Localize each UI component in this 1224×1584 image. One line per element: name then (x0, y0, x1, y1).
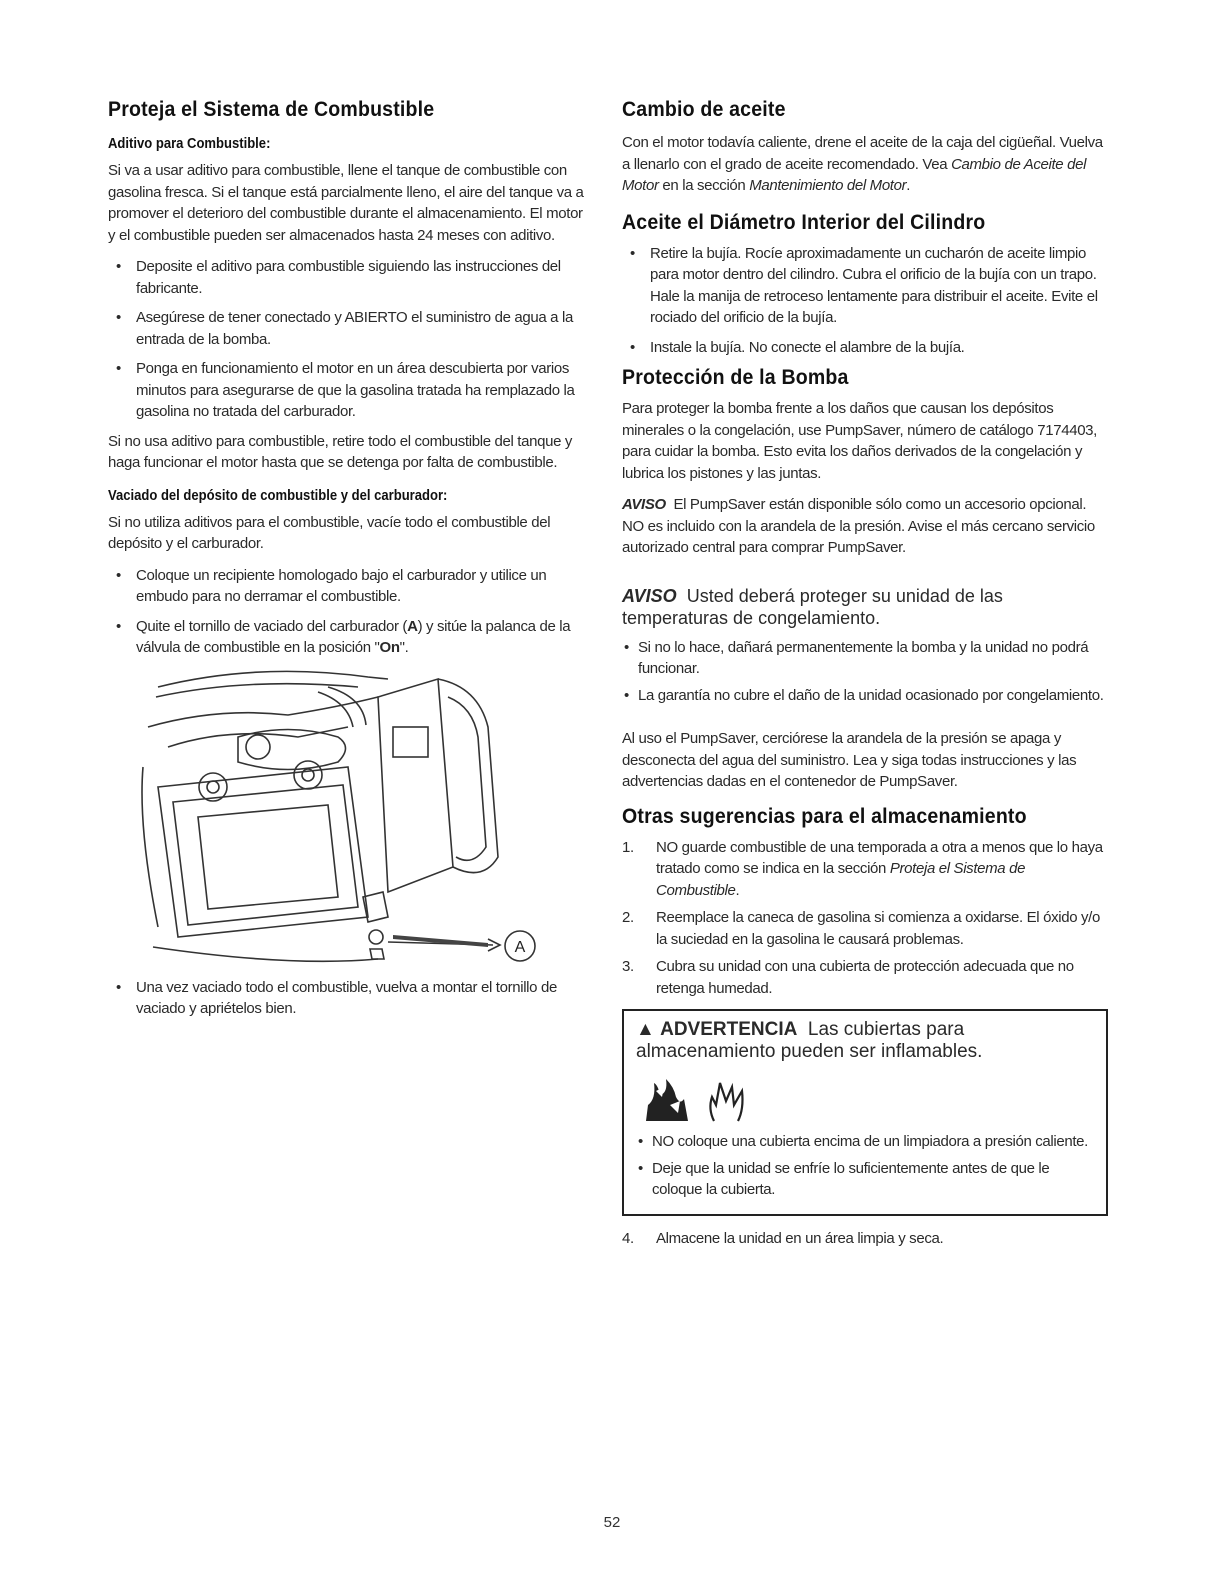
item-text: Reemplace la caneca de gasolina si comienza a oxidarse. El óxido y/o la suciedad en la gasolina le causará problemas. (656, 909, 1100, 948)
section-title-proteja: Proteja el Sistema de Combustible (108, 98, 435, 121)
subtitle-aditivo: Aditivo para Combustible: (108, 136, 271, 152)
warning-icons (636, 1069, 1096, 1125)
item-number: 1. (622, 838, 634, 856)
vaciado-intro: Si no utiliza aditivos para el combustible, vacíe todo el combustible del depósito y el carburador. (108, 513, 551, 552)
vaciado-final-bullets (108, 977, 592, 1020)
cambio-text-a: Con el motor todavía caliente, drene el aceite de la caja del cigüeñal. Vuelva a llenarlo con el grado de aceite recomendado. Vea (622, 134, 1103, 173)
list-item: • Una vez vaciado todo el combustible, vuelva a montar el tornillo de vaciado y apriételos bien. (108, 977, 592, 1020)
list-item: • Deposite el aditivo para combustible siguiendo las instrucciones del fabricante. (108, 256, 592, 299)
right-column (622, 98, 1108, 1259)
item-ref: Proteja el Sistema de Combustible (656, 860, 1026, 899)
aditivo-outro: Si no usa aditivo para combustible, retire todo el combustible del tanque y haga funcionar el motor hasta que se detenga por falta de combustible. (108, 432, 573, 471)
aditivo-bullets (108, 256, 592, 423)
cambio-text-c: . (906, 177, 911, 194)
list-item: • Si no lo hace, dañará permanentemente la bomba y la unidad no podrá funcionar. (622, 637, 1108, 680)
otras-list-continued (622, 1228, 1108, 1250)
list-item: • NO coloque una cubierta encima de un limpiadora a presión caliente. (636, 1131, 1096, 1153)
vaciado-bullets (108, 565, 592, 659)
list-item: • Instale la bujía. No conecte el alambre de la bujía. (622, 337, 1108, 359)
cambio-ref-1: Cambio de Aceite del Motor (622, 155, 1087, 194)
warning-header (636, 1019, 1096, 1063)
list-item: • Ponga en funcionamiento el motor en un área descubierta por varios minutos para asegurarse de que la gasolina tratada ha remplazado la gasolina no tratada del carburador. (108, 358, 592, 423)
item-number: 3. (622, 958, 634, 975)
list-item (622, 907, 1108, 950)
item-text: Almacene la unidad en un área limpia y seca. (656, 1229, 944, 1247)
list-item: • Deje que la unidad se enfríe lo suficientemente antes de que le coloque la cubierta. (636, 1158, 1096, 1201)
carburetor-drawing (138, 667, 548, 967)
list-item (622, 1228, 1108, 1250)
section-title-cambio: Cambio de aceite (622, 98, 786, 121)
item-number: 2. (622, 909, 634, 926)
list-item (108, 616, 592, 659)
list-item: • Coloque un recipiente homologado bajo el carburador y utilice un embudo para no derramar el combustible. (108, 565, 592, 608)
item-text: NO guarde combustible de una temporada a otra a menos que lo haya tratado como se indica en la sección (656, 838, 1103, 877)
warning-bullets (636, 1131, 1096, 1201)
cambio-ref-2: Mantenimiento del Motor (749, 177, 907, 194)
otras-list (622, 837, 1108, 1000)
list-item: • Retire la bujía. Rocíe aproximadamente un cucharón de aceite limpio para motor dentro del cilindro. Cubra el orificio de la bujía con un trapo. Hale la manija de retroceso lentamente para distribuir el aceite. Evite el rociado del orificio de la bujía. (622, 243, 1108, 329)
list-item: • La garantía no cubre el daño de la unidad ocasionado por congelamiento. (622, 685, 1108, 707)
warning-label: ADVERTENCIA (660, 1019, 798, 1040)
proteccion-text: Para proteger la bomba frente a los daños que causan los depósitos minerales o la congelación, use PumpSaver, número de catálogo 7174403, para cuidar la bomba. Esto evita los daños derivados de la congelación y lubrica los pistones y las juntas. (622, 400, 1097, 482)
figure-label-a: A (514, 938, 526, 956)
aviso2-note (622, 585, 1108, 629)
item-number: 4. (622, 1229, 634, 1247)
aviso2-text: Usted deberá proteger su unidad de las temperaturas de congelamiento. (622, 585, 1003, 628)
aditivo-intro: Si va a usar aditivo para combustible, llene el tanque de combustible con gasolina fresca. Si el tanque está parcialmente lleno, el aire del tanque va a promover el deterioro del combustible durante el almacenamiento. El motor y el combustible pueden ser almacenados hasta 24 meses con aditivo. (108, 162, 584, 244)
item-end: . (735, 881, 740, 899)
aviso2-label: AVISO (622, 585, 677, 606)
cambio-text-b: en la sección (658, 177, 750, 194)
subtitle-vaciado: Vaciado del depósito de combustible y del carburador: (108, 487, 448, 504)
proteccion-closing: Al uso el PumpSaver, cerciórese la arandela de la presión se apaga y desconecta del agua del suministro. Lea y siga todas instrucciones y las advertencias dadas en el contenedor de PumpSaver. (622, 730, 1077, 790)
page-number: 52 (603, 1514, 621, 1531)
list-item (622, 837, 1108, 902)
bullet-text: ". (399, 639, 409, 656)
warning-triangle-icon: ▲ (636, 1019, 655, 1040)
aviso-label: AVISO (622, 496, 666, 513)
carburetor-illustration (138, 667, 548, 967)
bullet-text: ) y sitúe la palanca de la válvula de combustible en la posición " (136, 617, 571, 656)
warning-box (622, 1009, 1108, 1216)
fire-hazard-icon (636, 1069, 776, 1125)
section-title-otras: Otras sugerencias para el almacenamiento (622, 804, 1027, 828)
item-text: Cubra su unidad con una cubierta de protección adecuada que no retenga humedad. (656, 958, 1074, 997)
section-title-aceite: Aceite el Diámetro Interior del Cilindro (622, 210, 986, 234)
aviso-text: El PumpSaver están disponible sólo como un accesorio opcional. NO es incluido con la arandela de la presión. Avise el más cercano servicio autorizado central para comprar PumpSaver. (622, 496, 1095, 556)
proteccion-bullets (622, 637, 1108, 707)
position-on: On (379, 639, 400, 656)
callout-a: A (407, 617, 418, 635)
section-title-proteccion: Protección de la Bomba (622, 366, 849, 389)
list-item (622, 956, 1108, 999)
aviso-note (622, 494, 1108, 559)
cambio-text (622, 132, 1108, 197)
list-item: • Asegúrese de tener conectado y ABIERTO el suministro de agua a la entrada de la bomba. (108, 307, 592, 350)
left-column (108, 98, 592, 1028)
warning-text: Las cubiertas para almacenamiento pueden ser inflamables. (636, 1019, 983, 1062)
bullet-text: Quite el tornillo de vaciado del carburador ( (136, 617, 408, 635)
aceite-bullets (622, 243, 1108, 359)
